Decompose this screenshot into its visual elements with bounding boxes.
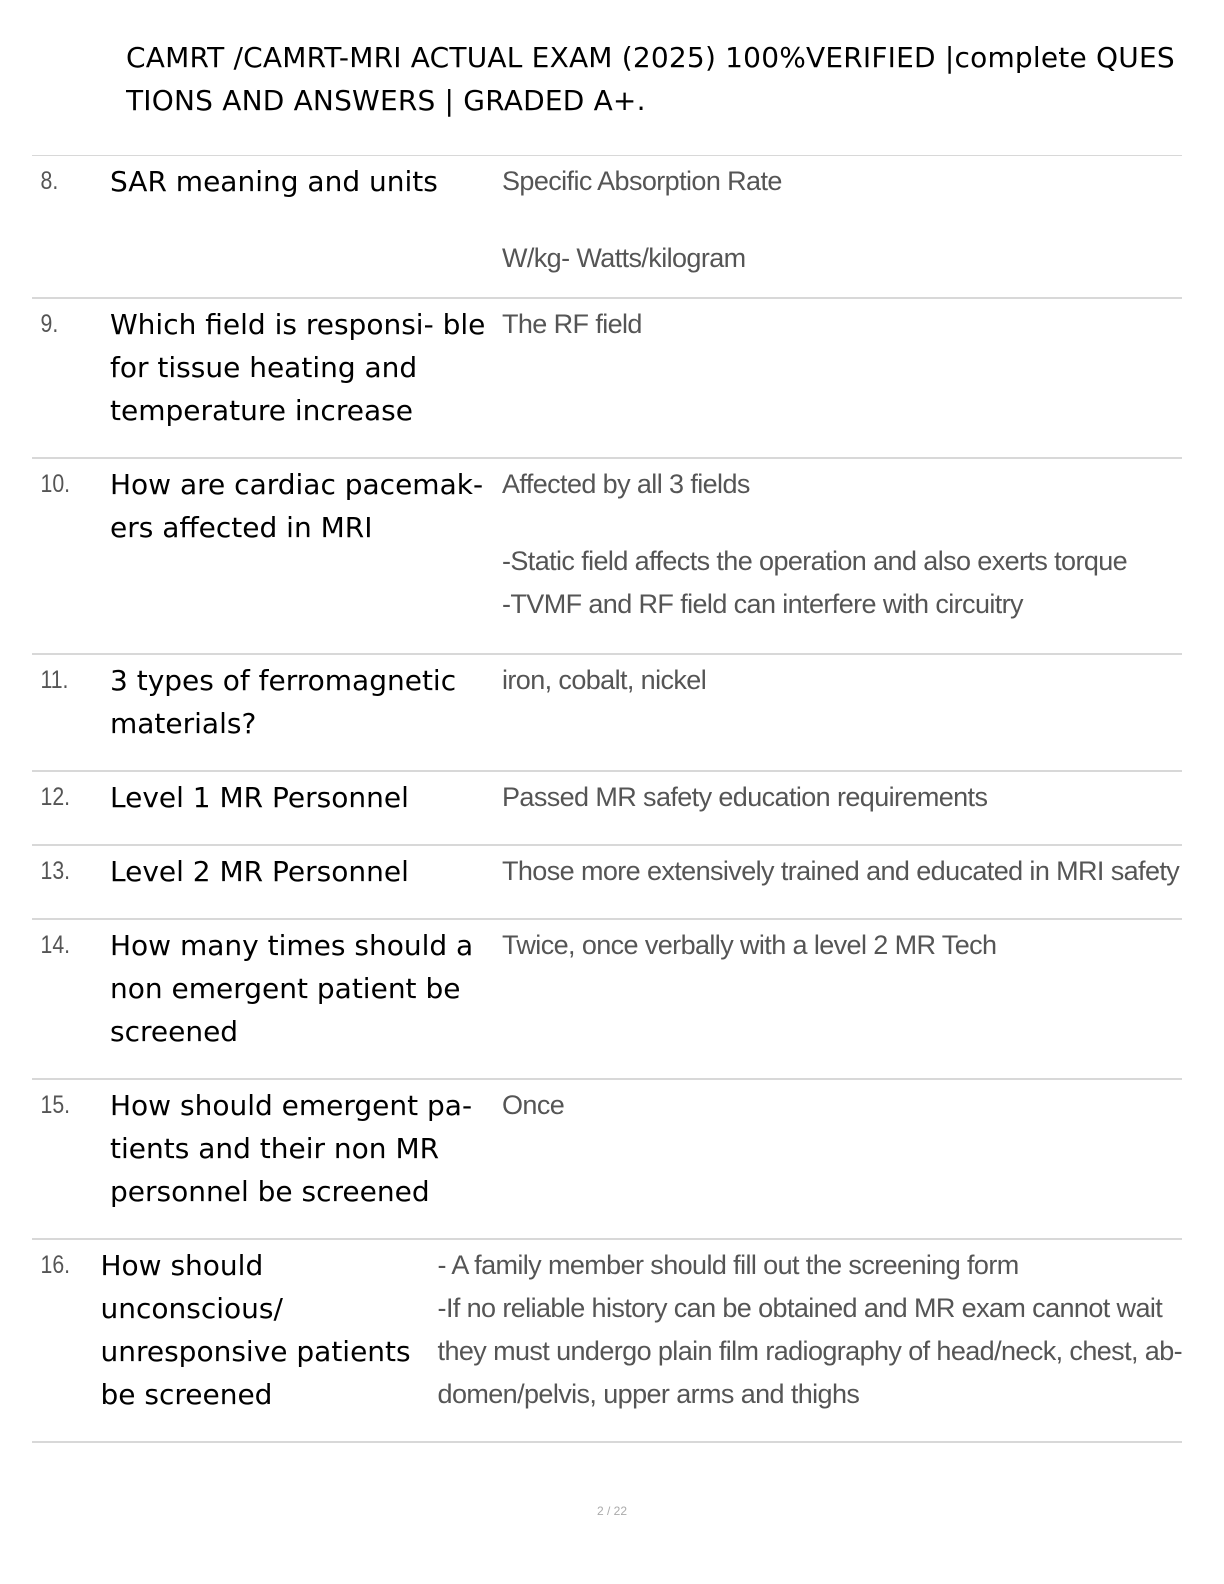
question-text: Level 2 MR Personnel bbox=[110, 855, 409, 888]
qa-row bbox=[32, 459, 1182, 655]
answer-line: -If no reliable history can be obtained and MR exam cannot wait bbox=[437, 1293, 1163, 1323]
qa-row bbox=[32, 920, 1182, 1080]
qa-table bbox=[32, 155, 1182, 1443]
document-title bbox=[126, 36, 1224, 122]
answer-line: Affected by all 3 fields bbox=[502, 469, 750, 499]
row-number: 10. bbox=[40, 470, 71, 498]
title-line-2: TIONS AND ANSWERS | GRADED A+. bbox=[126, 84, 646, 117]
answer-line: W/kg- Watts/kilogram bbox=[502, 243, 746, 273]
answer-text bbox=[502, 920, 1182, 967]
row-number: 11. bbox=[40, 666, 69, 694]
answer-line: Once bbox=[502, 1090, 565, 1120]
qa-row bbox=[32, 1080, 1182, 1240]
qa-row bbox=[32, 156, 1182, 299]
answer-line: they must undergo plain film radiography of head/neck, chest, ab- bbox=[437, 1336, 1182, 1366]
qa-row bbox=[32, 299, 1182, 459]
answer-text bbox=[502, 655, 1182, 702]
row-number: 12. bbox=[40, 783, 71, 811]
row-number: 9. bbox=[40, 310, 59, 338]
question-text: Level 1 MR Personnel bbox=[110, 781, 409, 814]
answer-line: domen/pelvis, upper arms and thighs bbox=[437, 1379, 860, 1409]
answer-gap bbox=[502, 203, 1182, 237]
answer-gap bbox=[502, 506, 1182, 540]
answer-text bbox=[438, 1240, 1182, 1416]
question-text: Which field is responsi- ble for tissue heating and temperature increase bbox=[110, 308, 486, 427]
answer-line: iron, cobalt, nickel bbox=[502, 665, 707, 695]
answer-line: Specific Absorption Rate bbox=[502, 166, 782, 196]
row-number: 16. bbox=[40, 1251, 71, 1279]
qa-row bbox=[32, 846, 1182, 920]
question-text: How are cardiac pacemak- ers affected in MRI bbox=[110, 468, 484, 544]
row-number: 13. bbox=[40, 857, 71, 885]
answer-text bbox=[502, 299, 1182, 346]
title-line-1: CAMRT /CAMRT-MRI ACTUAL EXAM (2025) 100%VERIFIED |complete QUES bbox=[126, 41, 1175, 74]
answer-text bbox=[502, 459, 1182, 626]
answer-text bbox=[502, 1080, 1182, 1127]
question-text: 3 types of ferromagnetic materials? bbox=[110, 664, 457, 740]
question-text: How should emergent pa- tients and their non MR personnel be screened bbox=[110, 1089, 473, 1208]
question-text: SAR meaning and units bbox=[110, 165, 438, 198]
answer-line: -TVMF and RF field can interfere with circuitry bbox=[502, 589, 1023, 619]
qa-row bbox=[32, 655, 1182, 772]
qa-row bbox=[32, 1240, 1182, 1443]
answer-line: The RF field bbox=[502, 309, 642, 339]
row-number: 15. bbox=[40, 1091, 71, 1119]
row-number: 14. bbox=[40, 931, 71, 959]
answer-line: Passed MR safety education requirements bbox=[502, 782, 988, 812]
answer-line: Those more extensively trained and educated in MRI safety bbox=[502, 856, 1180, 886]
answer-text bbox=[502, 772, 1182, 819]
answer-line: -Static field affects the operation and also exerts torque bbox=[502, 546, 1128, 576]
question-text: How should unconscious/ unresponsive patients be screened bbox=[100, 1249, 411, 1411]
answer-line: - A family member should fill out the screening form bbox=[437, 1250, 1019, 1280]
row-number: 8. bbox=[40, 167, 59, 195]
answer-text bbox=[502, 846, 1182, 893]
qa-row bbox=[32, 772, 1182, 846]
answer-text bbox=[502, 156, 1182, 280]
page-indicator: 2 / 22 bbox=[596, 1504, 628, 1518]
answer-line: Twice, once verbally with a level 2 MR Tech bbox=[502, 930, 997, 960]
question-text: How many times should a non emergent patient be screened bbox=[110, 929, 474, 1048]
